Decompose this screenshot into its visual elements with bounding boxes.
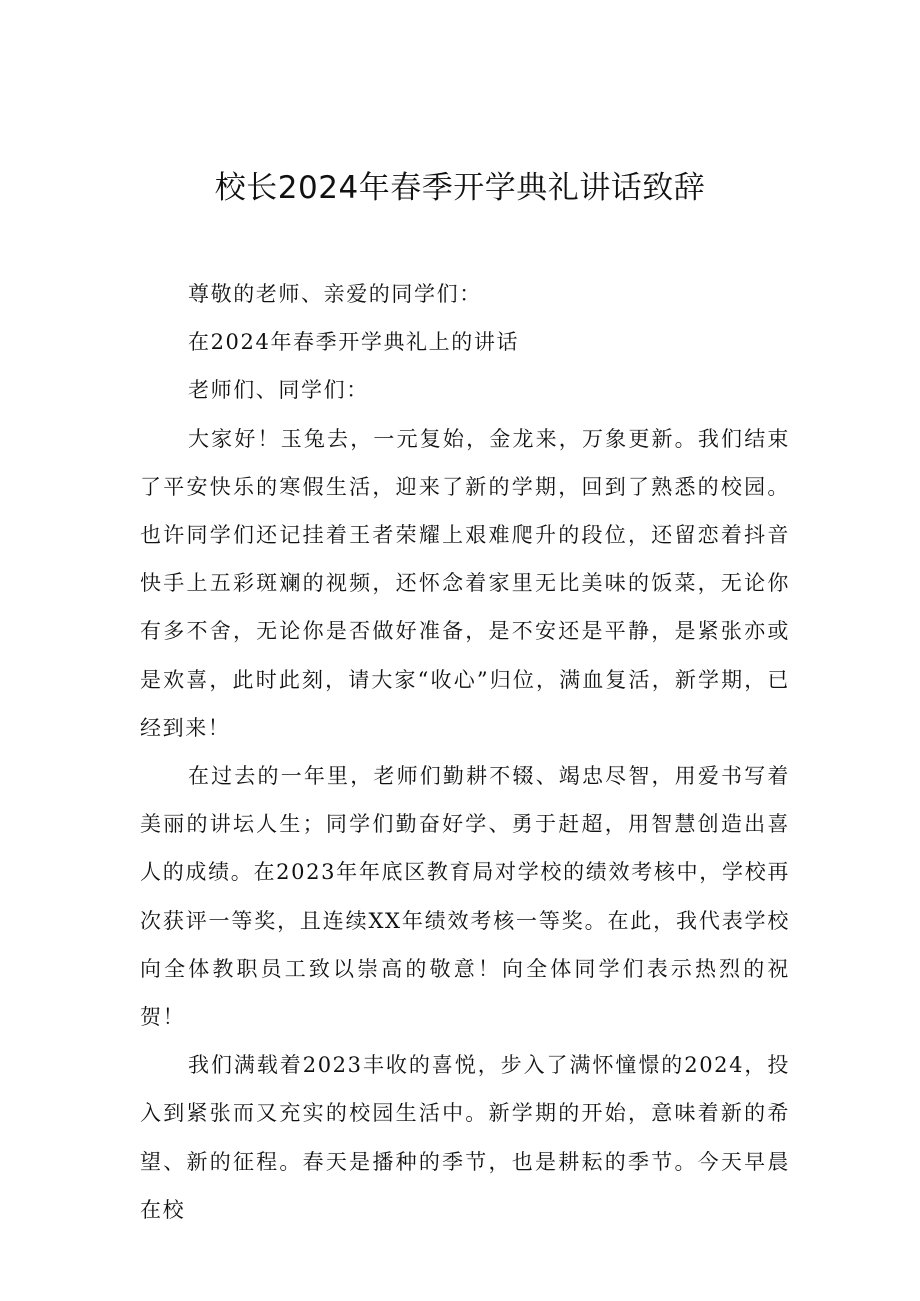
body-paragraph: 在过去的一年里，老师们勤耕不辍、竭忠尽智，用爱书写着美丽的讲坛人生；同学们勤奋好学、勇于赶超，用智慧创造出喜人的成绩。在2023年年底区教育局对学校的绩效考核中，学校再次获评一等奖，且连续XX年绩效考核一等奖。在此，我代表学校向全体教职员工致以崇高的敬意！向全体同学们表示热烈的祝贺！ (140, 764, 790, 1030)
greeting-paragraph: 老师们、同学们： (188, 378, 369, 403)
body-paragraph: 大家好！玉兔去，一元复始，金龙来，万象更新。我们结束了平安快乐的寒假生活，迎来了新的学期，回到了熟悉的校园。也许同学们还记挂着王者荣耀上艰难爬升的段位，还留恋着抖音快手上五彩斑斓的视频，还怀念着家里无比美味的饭菜，无论你有多不舍，无论你是否做好准备，是不安还是平静，是紧张亦或是欢喜，此时此刻，请大家“收心”归位，满血复活，新学期，已经到来！ (140, 426, 790, 740)
subtitle-paragraph: 在2024年春季开学典礼上的讲话 (188, 330, 520, 355)
salutation-paragraph: 尊敬的老师、亲爱的同学们： (188, 282, 482, 306)
body-paragraph: 我们满载着2023丰收的喜悦，步入了满怀憧憬的2024，投入到紧张而又充实的校园生活中。新学期的开始，意味着新的希望、新的征程。春天是播种的季节，也是耕耘的季节。今天早晨在校 (140, 1053, 790, 1222)
document-body (140, 270, 790, 1234)
document-title: 校长2024年春季开学典礼讲话致辞 (214, 170, 706, 206)
